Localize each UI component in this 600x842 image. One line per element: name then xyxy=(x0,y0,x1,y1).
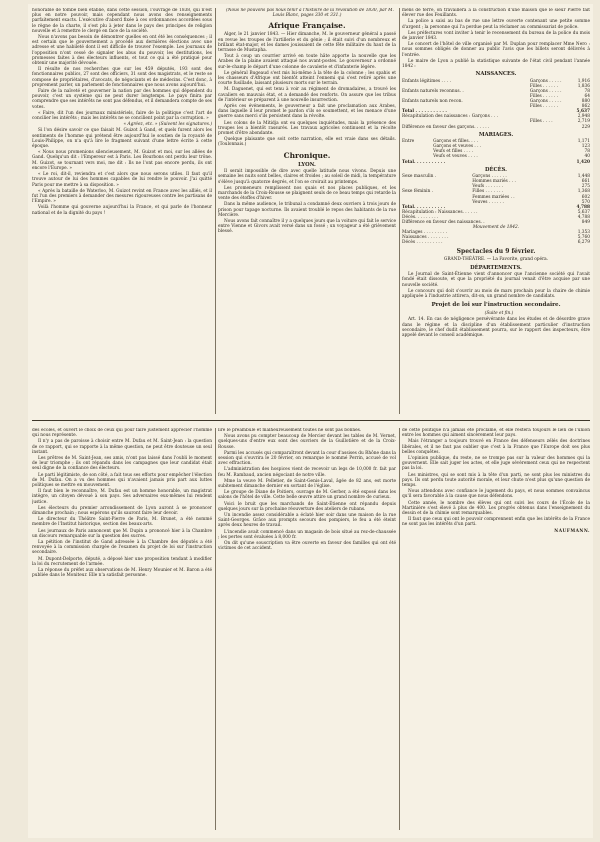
row-value: 2,948 xyxy=(577,114,590,120)
article-column-top-middle xyxy=(218,8,396,414)
paragraph: Mme la veuve M. Pelletier, de Saint-Genis-Laval, âgée de 82 ans, est morte subitement dimanche dernier en sortant de l'église. xyxy=(218,478,396,490)
paragraph: Mais l'étranger a toujours trouvé en France des défenseurs zélés des doctrines libérales, et il ne faut pas oublier que c'est à la France que l'Europe doit ses plus belles conquêtes. xyxy=(402,439,590,455)
paragraph: « Le roi, dit-il, reviendra et c'est alors que nous serons utiles. Il faut qu'il trouve autour de lui des hommes capables de lui rendre le pouvoir. J'ai quitté Paris pour me mettre à sa disposition. » xyxy=(32,172,212,188)
row-value: 1,368 xyxy=(577,189,590,195)
table-row xyxy=(402,240,590,245)
paragraph: Nous avons pu compter beaucoup de Mercier devant les tables de M. Vernet, quelques-uns d'entre eux sont des ouvriers de la Guillotière et de la Croix-Rousse. xyxy=(218,434,396,450)
row-value: 6,279 xyxy=(577,240,590,246)
row-sublabel: Filles . . . . . . . xyxy=(472,189,504,195)
row-label: Sexe masculin . xyxy=(402,174,437,180)
recap-table xyxy=(402,210,590,246)
paragraph: « Nous nous promenions silencieusement, M. Guizot et moi, sur les allées de Gand. Quelqu'un dit : l'Empereur est à Paris. Les Bourbons ont perdu leur trône. M. Guizot, se tournant vers moi, me dit : Ils ne l'ont pas encore perdu, ils ont encore l'Europe. » xyxy=(32,150,212,171)
row-label: Décès . . . . . . . . . . xyxy=(402,240,443,246)
paragraph: Alger, le 21 janvier 1843. — Hier dimanche, M. le gouverneur général a passé en revue les troupes de l'artillerie et du génie ; il était suivi d'un nombreux et brillant état-major, et les dames jouissaient de cette fête militaire du haut de la terrasse de Mustapha. xyxy=(218,32,396,54)
paragraph: La police a saisi au bas de rue une lettre ouverte contenant une petite somme d'argent ; la personne qui l'a perdue peut la réclamer au commissariat de police. xyxy=(402,19,590,30)
paragraph: Un incendie assez considérable a éclaté hier soir dans une maison de la rue Saint-Georges. Grâce aux prompts secours des pompiers, le feu a été éteint après deux heures de travail. xyxy=(218,513,396,529)
row-label: Entre xyxy=(402,139,415,145)
paragraph: Cette année, le nombre des élèves qui ont suivi les cours de l'École de la Martinière s'est élevé à plus de 400. Les progrès obtenus dans l'enseignement du dessin et de la chimie sont remarquables. xyxy=(402,500,590,517)
section-heading-departements: DÉPARTEMENTS. xyxy=(470,264,522,271)
section-heading-spectacles: Spectacles du 9 février. xyxy=(456,248,536,256)
paragraph: Les promeneurs remplissent nos quais et nos places publiques, et les marchands de la Croix-Rousse se plaignent seuls de ce beau temps qui retarde la vente des étoffes d'hiver. xyxy=(218,185,396,202)
row-sublabel: Veufs et veuves . . . . xyxy=(433,154,478,160)
row-value: 2,719 xyxy=(577,119,590,125)
paragraph: La réponse du préfet aux observations de M. Henry Mounier et M. Baron a été publiée dans le Moniteur. Elle n'a satisfait personne. xyxy=(32,568,212,579)
paragraph: Il serait impossible de dire avec quelle latitude nous vivons. Depuis une semaine les nuits sont belles, claires et froides ; au soleil de midi, la température s'élève jusqu'à quatorze degrés, et l'on se croirait au printemps. xyxy=(218,169,396,185)
row-value: 123 xyxy=(581,144,590,150)
row-value: 1,448 xyxy=(577,174,590,180)
row-value: 5,760 xyxy=(577,235,590,241)
row-value: 5,637 xyxy=(577,209,590,215)
paragraph: Dans la même audience, le tribunal a condamné deux ouvriers à trois jours de prison pour tapage nocturne. Ils avaient troublé le repos des habitants de la rue Mercière. xyxy=(218,202,396,218)
paragraph: Parmi les accusés qui comparaîtront devant la cour d'assises du Rhône dans la session qui s'ouvrira le 20 février, on remarque le nommé Perrin, accusé de vol avec effraction. xyxy=(218,450,396,467)
feuilleton-column-left xyxy=(32,428,212,830)
row-value: 40 xyxy=(584,154,590,160)
row-value: 78 xyxy=(584,88,590,94)
row-value: 1,171 xyxy=(577,139,590,145)
section-heading-afrique: Afrique Française. xyxy=(268,21,346,31)
row-value: 1,420 xyxy=(576,159,590,165)
paragraph: de cette politique n'a jamais été proclamé, et elle restera toujours le lien de l'union entre les hommes qui aiment sincèrement leur pays. xyxy=(402,428,590,439)
paragraph: La pétition de l'institut de Gand adressée à la Chambre des députés a été renvoyée à la commission chargée de l'examen du projet de loi sur l'instruction secondaire. xyxy=(32,540,212,556)
row-value: 275 xyxy=(581,184,590,190)
paragraph: Les prêtres de M. Saint-Jean, ses amis, n'ont pas laissé dans l'oubli le moment de leur triomphe ; ils ont répandu dans les campagnes que leur candidat était seul digne de la confiance des électeurs. xyxy=(32,456,212,472)
row-sublabel: Garçons . . . . . xyxy=(529,88,562,94)
section-heading-chronique: Chronique. xyxy=(283,150,331,160)
paragraph: Le concert de l'hôtel de ville organisé par M. Duplan pour remplacer Mme Nero : nous sommes obligés de donner au public l'avis que les billets seront délivrés à l'entrée. xyxy=(402,42,590,58)
row-sublabel: Filles . . . . . . xyxy=(529,83,559,89)
row-value: 570 xyxy=(581,199,590,205)
stats-heading-mariages: MARIAGES. xyxy=(478,131,514,138)
births-table xyxy=(402,79,590,130)
row-sublabel: Garçons . . . . . . xyxy=(472,174,507,180)
row-sublabel: Filles . . . . xyxy=(529,119,553,125)
row-value: 4,788 xyxy=(576,204,590,210)
paragraph: Le Journal de Saint-Étienne vient d'annoncer que l'ancienne société qui l'avait fondé était dissoute, et que la propriété du journal venait d'être acquise par une nouvelle société. xyxy=(402,272,590,288)
row-value: 78 xyxy=(584,149,590,155)
paragraph: Il n'y a pas de paroisse à choisir entre M. Dufau et M. Saint-Jean : la question de ce rapport, qui se rapporte à la même question, ne peut être douteuse un seul instant. xyxy=(32,439,212,455)
paragraph: M. Dupont-Delporte, député, a déposé hier une proposition tendant à modifier la loi du recrutement de l'armée. xyxy=(32,556,212,567)
row-label: Total. . . . . . . . . . . xyxy=(402,159,446,165)
row-sublabel: Garçons et filles. . . . xyxy=(433,139,479,145)
row-label: Sexe féminin . xyxy=(402,189,434,195)
row-value: 1,916 xyxy=(577,78,590,84)
paragraph: Les électeurs du premier arrondissement de Lyon auront à se prononcer dimanche prochain ; nous espérons qu'ils sauront faire leur devoir. xyxy=(32,505,212,517)
row-value: 4,788 xyxy=(577,214,590,220)
row-label: Total. . . . . . . . . . . xyxy=(402,204,446,210)
paragraph: Il faut que ceux qui ont le pouvoir comprennent enfin que les intérêts de la France ne sont pas les intérêts d'un parti. xyxy=(402,517,590,528)
paragraph: Les ministres, qui se sont mis à la tête d'un parti, ne sont plus les ministres du pays. Ils ont perdu toute autorité morale, et leur chute n'est plus qu'une question de temps. xyxy=(402,472,590,489)
paragraph: Les colons de la Mitidja ont eu quelques inquiétudes, mais la présence des troupes les a bientôt rassurés. Les travaux agricoles continuent et la récolte promet d'être abondante. xyxy=(218,120,396,137)
row-label: Récapitulation : Naissances. . . . . . xyxy=(402,209,478,215)
row-value: 1,353 xyxy=(577,230,590,236)
row-sublabel: Hommes mariés . . . xyxy=(472,179,516,185)
paragraph: Après ces événements, le gouverneur a fait une proclamation aux Arabes, dans laquelle il leur promet le pardon s'ils se soumettent, et les menace d'une guerre sans merci s'ils persistent dans la révolte. xyxy=(218,104,396,120)
marriages-table xyxy=(402,139,590,164)
row-sublabel: Veuves . . . . . . xyxy=(472,199,504,205)
deaths-table xyxy=(402,174,590,210)
section-divider xyxy=(32,420,590,421)
signature-line: « Agréez, etc. » (Suivent les signatures.) xyxy=(123,122,212,128)
column-divider xyxy=(399,8,400,414)
paragraph: Art. 14. En cas de négligence persévérante dans les études et de désordre grave dans le régime et la discipline d'un établissement particulier d'instruction secondaire, le chef dudit établissement pourra, sur le rapport des inspecteurs, être appelé devant le conseil académique. xyxy=(402,317,590,338)
row-value: 602 xyxy=(581,194,590,200)
row-sublabel: Garçons . . . . . xyxy=(529,78,562,84)
author-signature: NAUFMANN. xyxy=(554,528,590,534)
paragraph: Il faut bien le reconnaître, M. Dufau est un homme honorable, un magistrat intègre, un citoyen dévoué à son pays. Ses adversaires eux-mêmes lui rendent justice. xyxy=(32,489,212,505)
row-sublabel: Veufs . . . . . . . xyxy=(472,184,504,190)
paragraph: des écoles, et ouvert le choix de ceux qui pour faire justement apprécier l'homme qui nous représente. xyxy=(32,428,212,439)
paragraph: M. Daguenet, qui est tenu à voir au régiment de dromadaires, a trouvé les cavaliers en mauvais état, et a demandé des renforts. On assure que les tribus de l'intérieur se préparent à une nouvelle insurrection. xyxy=(218,87,396,103)
feuilleton-column-right xyxy=(402,428,590,830)
paragraph: Faire de la naïveté et gouverner la nation par des hommes qui dépendent du pouvoir, c'est un système qui ne peut durer longtemps. Le pays finira par comprendre que ses intérêts ne sont pas défendus, et il demandera compte de ses votes. xyxy=(32,89,212,110)
row-label: Mariages . . . . . . . . . xyxy=(402,230,448,236)
row-sublabel: Filles . . . . . . xyxy=(529,94,559,100)
row-sublabel: Garçons . . . . . xyxy=(529,99,562,105)
paragraph: Nous n'avons pas besoin de démontrer quelles en ont été les conséquences ; il est certain que le gouvernement a procédé aux dernières élections avec une adresse et une habileté dont il est difficile de trouver l'exemple. Les journaux de l'opposition n'ont cessé de signaler les abus du pouvoir, les destitutions, les promesses faites à des électeurs influents, et tout ce qui a été pratiqué pour obtenir une majorité dévouée. xyxy=(32,35,212,67)
table-row xyxy=(402,125,590,130)
row-value: 5,637 xyxy=(576,109,590,115)
paragraph: Le concours qui doit s'ouvrir au mois de mars prochain pour la chaire de chimie appliquée à l'industrie attirera, dit-on, un grand nombre de candidats. xyxy=(402,288,590,299)
column-divider xyxy=(399,428,400,830)
paragraph: Le directeur du Théâtre Saint-Pierre de Paris, M. Brunet, a été nommé membre de l'Institut historique, section des beaux-arts. xyxy=(32,517,212,528)
row-value: 1,836 xyxy=(577,83,590,89)
row-label: Enfants légitimes . . . . xyxy=(402,78,452,84)
paragraph: Voilà l'homme qui gouverne aujourd'hui la France, et qui parle de l'honneur national et de la dignité du pays ! xyxy=(32,205,212,216)
paragraph: mens de terre, on travaillera à la construction d'une maison que le sieur Pierre fait élever rue des Feuillants. xyxy=(402,8,590,19)
paragraph: L'administration des hospices vient de recevoir un legs de 10,000 fr. fait par feu M. Rambaud, ancien négociant de notre ville. xyxy=(218,467,396,478)
row-label: Différence en faveur des garçons. . . . . . xyxy=(402,124,490,130)
paragraph: Le maire de Lyon a publié la statistique suivante de l'état civil pendant l'année 1842 : xyxy=(402,58,590,70)
paragraph: Si l'on désire savoir ce que faisait M. Guizot à Gand, et quels furent alors les sentiments de l'homme qui prétend être aujourd'hui le soutien de la royauté de Louis-Philippe, on n'a qu'à lire le fragment suivant d'une lettre écrite à cette époque. xyxy=(32,128,212,150)
row-sublabel: Filles . . . . . . xyxy=(529,104,559,110)
column-divider xyxy=(215,428,216,830)
row-sublabel: Femmes mariées . . xyxy=(472,194,515,200)
paragraph: honorable de tombe bien établie, dans cette session, l'ouvrage de 1838, qui n'est plus en notre pouvoir, mais cependant nous avons des renseignements parfaitement exacts. L'exécutive d'abord fixée à ces ordonnances accordées sous le règne de la charte, il s'est plu à jeter dans le pays des principes de religion nouvelle et à remettre le clergé en face de la société. xyxy=(32,8,212,34)
column-divider xyxy=(215,8,216,414)
paragraph: Le parti légitimiste, de son côté, a fait tous ses efforts pour empêcher l'élection de M. Dufau. On a vu des hommes qui n'avaient jamais pris part aux luttes politiques se mettre en mouvement. xyxy=(32,472,212,489)
paragraph: L'incendie avait commencé dans un magasin de bois situé au rez-de-chaussée ; les pertes sont évaluées à 8,000 fr. xyxy=(218,529,396,540)
paragraph: lire le préambule et malheureusement toutes ne sont pas bonnes. xyxy=(218,428,362,433)
row-value: 880 xyxy=(581,99,590,105)
source-note: (Nous ne pouvons pas nous tenir à l'histoire de la révolution de 1830, par M. Louis Blanc, pages 330 et 331.) xyxy=(226,8,394,19)
row-sublabel: Veufs et filles . . . . xyxy=(433,149,474,155)
paragraph: Nous attendons avec confiance le jugement du pays, et nous sommes convaincus qu'il sera favorable à la cause que nous défendons. xyxy=(402,489,590,500)
subheading-suite: (Suite et fin.) xyxy=(484,311,514,317)
paragraph: Quelque plaisante que soit cette narration, elle est vraie dans ses détails. (Toulonnais.) xyxy=(218,137,396,148)
row-value: 862 xyxy=(581,104,590,110)
paragraph: Les préfectures vont inviter à tenir le recensement du bureau de la police du mois de janvier 1843. xyxy=(402,30,590,42)
row-label: Enfants naturels non recon. xyxy=(402,99,463,105)
article-column-top-right xyxy=(402,8,590,414)
paragraph: Le groupe de Diane de Poitiers, ouvrage de M. Gerber, a été exposé dans les salons de l'hôtel de ville. Cette belle œuvre attire un grand nombre de curieux. xyxy=(218,490,396,501)
paragraph: Nous avons fait connaître il y a quelques jours que la voiture qui fait le service entre Vienne et Givors avait versé dans un fossé ; un voyageur a été grièvement blessé. xyxy=(218,219,396,235)
row-heading: Mouvement de 1842. xyxy=(472,225,520,231)
row-value: 229 xyxy=(581,124,590,130)
paragraph: Il résulte de nos recherches que sur les 459 députés, 193 sont des fonctionnaires publics, 27 sont des officiers, 31 sont des magistrats, et le reste se compose de propriétaires, d'avocats, de négociants et de médecins. C'est donc, à proprement parler, un parlement de fonctionnaires que nous avons aujourd'hui. xyxy=(32,67,212,88)
row-label: Total . . . . . . . . . . . xyxy=(402,109,447,115)
paragraph: Tout à coup un courrier arrivé en toute hâte apporte la nouvelle que les Arabes de la plaine avaient attaqué nos avant-postes. Le gouverneur a ordonné sur-le-champ le départ d'une colonne de cavalerie et d'infanterie légère. xyxy=(218,54,396,70)
feuilleton-column-middle xyxy=(218,428,396,830)
paragraph: Le général Bugeaud s'est mis lui-même à la tête de la colonne ; les spahis et les chasseurs d'Afrique ont bientôt atteint l'ennemi qui s'est retiré après une courte fusillade, laissant plusieurs morts sur le terrain. xyxy=(218,70,396,87)
paragraph: « Après la bataille de Waterloo, M. Guizot revint en France avec les alliés, et il fut l'un des premiers à demander des mesures rigoureuses contre les partisans de l'Empire. » xyxy=(32,188,212,205)
paragraph: Les journaux de Paris annoncent que M. Dupin a prononcé hier à la Chambre un discours remarquable sur la question des sucres. xyxy=(32,528,212,539)
row-label: Récapitulation des naissances : Garçons . . . xyxy=(402,114,498,120)
row-value: 849 xyxy=(581,219,590,225)
stats-heading-deces: DÉCÈS. xyxy=(485,166,507,173)
paragraph: L'opinion publique, du reste, ne se trompe pas sur la valeur des hommes qui la gouvernent. Elle sait juger les actes, et elle juge sévèrement ceux qui ne respectent pas la loi. xyxy=(402,456,590,472)
row-label: Différence en faveur des naissances. . xyxy=(402,219,485,225)
row-label: Enfants naturels reconnus. . xyxy=(402,88,464,94)
paragraph: Voici le bruit que les marchands de Saint-Étienne ont répandu depuis quelques jours sur la prochaine réouverture des ateliers de rubans. xyxy=(218,501,396,512)
row-value: 661 xyxy=(581,179,590,185)
article-column-top-left xyxy=(32,8,212,414)
paragraph: « Faire, dit l'un des journaux ministériels, faire de la politique c'est l'art de concilier les intérêts ; mais les intérêts ne se concilient point par la corruption. » xyxy=(32,110,212,122)
row-value: 64 xyxy=(584,94,590,100)
table-row xyxy=(402,160,590,165)
row-label: Naissances . . . . . . . . xyxy=(402,235,449,241)
theatre-listing: GRAND-THÉÂTRE. — La Favorite, grand opéra. xyxy=(443,257,549,263)
row-label: Décès. . . . . . . . . xyxy=(402,214,439,220)
row-sublabel: Garçons et veuves . . . xyxy=(433,144,482,150)
paragraph: On dit qu'une souscription va être ouverte en faveur des familles qui ont été victimes de cet accident. xyxy=(218,541,396,552)
section-heading-projet-de-loi: Projet de loi sur l'instruction secondaire. xyxy=(431,302,561,309)
city-heading: LYON. xyxy=(298,161,316,168)
stats-heading-naissances: NAISSANCES. xyxy=(475,71,517,78)
